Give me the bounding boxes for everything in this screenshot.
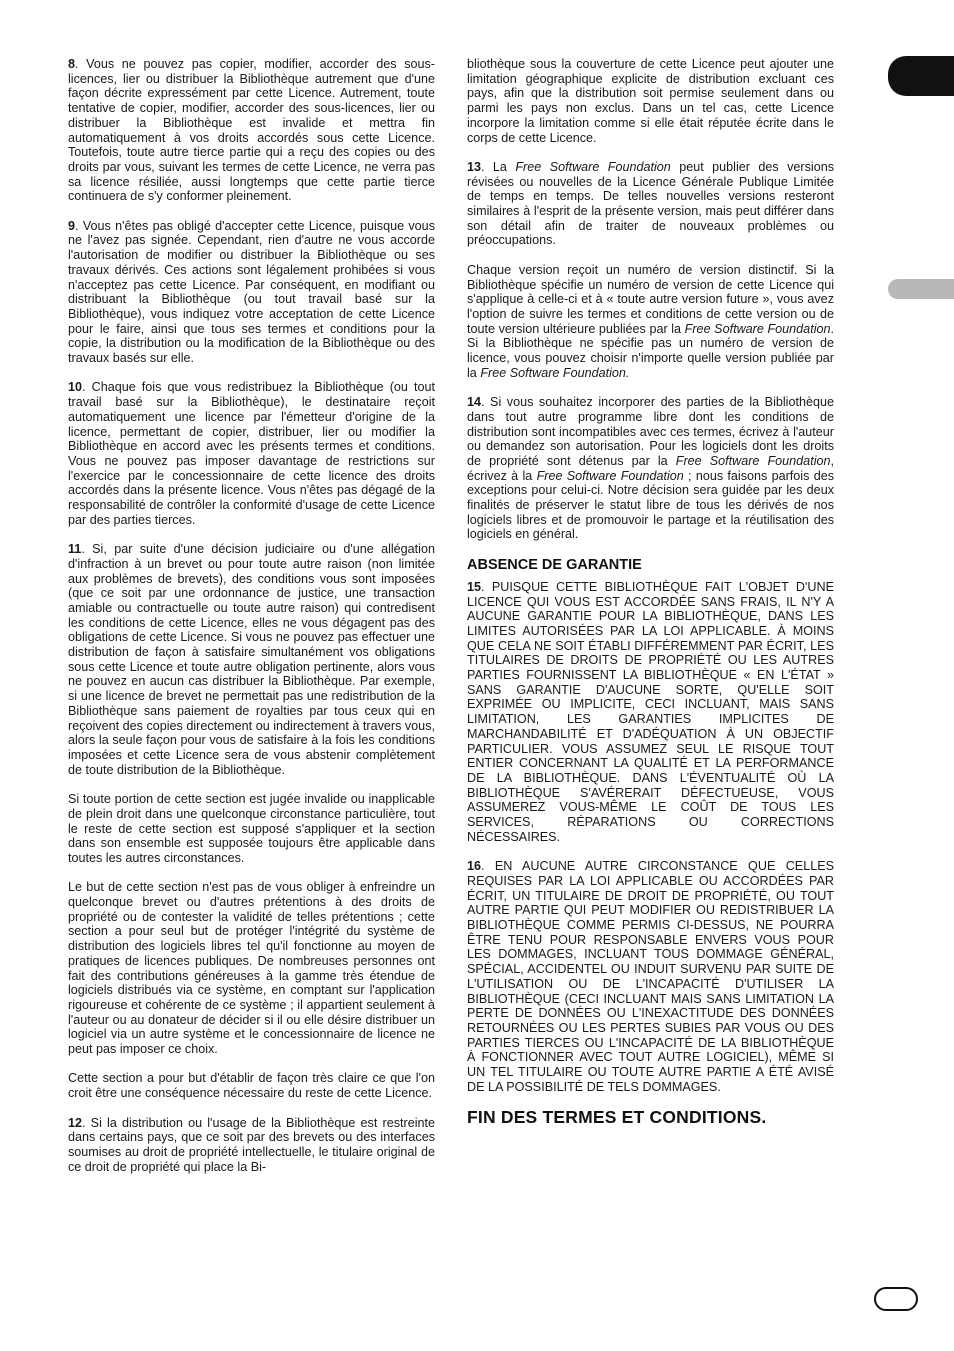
clause-text: . Si, par suite d'une décision judiciaire ou d'une allégation d'infraction à un brevet ou pour toute autre raison (non limitée aux problèmes de brevets), des conditions vous sont imposées (que ce soit par une ordonnance de justice, une transaction amiable ou contractuelle ou toute autre raison) qui contredisent les conditions de cette Licence, elles ne vous dégagent pas des obligations de cette Licence. Si vous ne pouvez pas effectuer une distribution de façon à satisfaire simultanément vos obligations sous cette Licence et toute autre obligation pertinente, alors vous ne pouvez en aucun cas distribuer la Bibliothèque. Par exemple, si une licence de brevet ne permettait pas une redistribution de la Bibliothèque sans paiement de royalties par tous ceux qui en reçoivent des copies directement ou indirectement à travers vous, alors la seule façon pour vous de satisfaire à la fois les conditions imposées et cette Licence sera de vous abstenir complètement de toute distribution de la Bibliothèque. xyxy=(68,542,435,777)
clause-12-continued: bliothèque sous la couverture de cette Licence peut ajouter une limitation géographique explicite de distribution excluant ces pays, afin que la distribution soit permise seulement dans ou parmi les pays non exclus. Dans un tel cas, cette Licence incorpore la limitation comme si elle était réputée écrite dans le corps de cette Licence. xyxy=(467,57,834,145)
clause-13-paragraph-2 xyxy=(467,263,834,381)
fsf-name: Free Software Foundation xyxy=(515,159,671,174)
right-column xyxy=(467,57,834,1128)
fsf-name: Free Software Foundation xyxy=(684,321,831,336)
clause-11-paragraph-2: Si toute portion de cette section est jugée invalide ou inapplicable de plein droit dans une quelconque circonstance particulière, tout le reste de cette section est supposé s'appliquer et la section dans son ensemble est supposée toujours être applicable dans toutes les autres circonstances. xyxy=(68,792,435,865)
end-heading: FIN DES TERMES ET CONDITIONS. xyxy=(467,1107,767,1128)
clause-number: 11 xyxy=(68,542,82,557)
clause-text: . Si vous souhaitez incorporer des parties de la Bibliothèque dans tout autre programme libre dont les conditions de distribution sont incompatibles avec ces termes, écrivez à l'auteur ou demandez son autorisation. Pour les logiciels dont les droits de propriété sont détenus par la xyxy=(467,395,834,468)
fsf-name: Free Software Foundation xyxy=(675,453,831,468)
clause-number: 15 xyxy=(467,579,482,594)
clause-13 xyxy=(467,160,834,248)
clause-text: peut publier des versions révisées ou nouvelles de la Licence Générale Publique Limitée de temps en temps. De telles nouvelles versions resteront similaires à l'esprit de la présente version, mais peut différer dans son détail afin de traiter de nouveaux problèmes ou préoccupations. xyxy=(467,159,834,248)
clause-number: 10 xyxy=(68,380,83,395)
clause-11 xyxy=(68,542,435,777)
clause-text: . EN AUCUNE AUTRE CIRCONSTANCE QUE CELLES REQUISES PAR LA LOI APPLICABLE OU ACCORDÉES PAR ÉCRIT, UN TITULAIRE DE DROIT DE PROPRIÉTÉ, OU TOUT AUTRE PARTIE QUI PEUT MODIFIER OU REDISTRIBUER LA BIBLIOTHÈQUE COMME PERMIS CI-DESSUS, NE POURRA ÊTRE TENU POUR RESPONSABLE ENVERS VOUS POUR LES DOMMAGES, INCLUANT TOUS DOMMAGE GÉNÉRAL, SPÉCIAL, ACCIDENTEL OU INDUIT SURVENU PAR SUITE DE L'UTILISATION OU DE L'INCAPACITÉ D'UTILISER LA BIBLIOTHÈQUE (CECI INCLUANT MAIS SANS LIMITATION LA PERTE DE DONNÉES OU L'INEXACTITUDE DES DONNÉES RETOURNÉES OU LES PERTES SUBIES PAR VOUS OU DES PARTIES TIERCES OU L'INCAPACITÉ DE LA BIBLIOTHÈQUE À FONCTIONNER AVEC TOUT AUTRE LOGICIEL), MÊME SI UN TEL TITULAIRE OU TOUTE AUTRE PARTIE A ÉTÉ AVISÉ DE LA POSSIBILITÉ DE TELS DOMMAGES. xyxy=(467,859,834,1094)
clause-text: . PUISQUE CETTE BIBLIOTHÈQUE FAIT L'OBJET D'UNE LICENCE QUI VOUS EST ACCORDÉE SANS FRAIS, IL N'Y A AUCUNE GARANTIE POUR LA BIBLIOTHÈQUE, DANS LES LIMITES AUTORISÉES PAR LA LOI APPLICABLE. À MOINS QUE CELA NE SOIT ÉTABLI DIFFÉREMMENT PAR ÉCRIT, LES TITULAIRES DE DROITS DE PROPRIÉTÉ OU LES AUTRES PARTIES FOURNISSENT LA BIBLIOTHÈQUE « EN L'ÉTAT » SANS GARANTIE D'AUCUNE SORTE, QU'ELLE SOIT EXPRIMÉE OU IMPLICITE, CECI INCLUANT, MAIS SANS LIMITATION, LES GARANTIES IMPLICITES DE MARCHANDABILITÉ ET D'ADÉQUATION À UN OBJECTIF PARTICULIER. VOUS ASSUMEZ SEUL LE RISQUE TOUT ENTIER CONCERNANT LA QUALITÉ ET LA PERFORMANCE DE LA BIBLIOTHÈQUE. DANS L'ÉVENTUALITÉ OÙ LA BIBLIOTHÈQUE S'AVÉRERAIT DÉFECTUEUSE, VOUS ASSUMEREZ VOUS-MÊME LE COÛT DE TOUS LES SERVICES, RÉPARATIONS OU CORRECTIONS NÉCESSAIRES. xyxy=(467,579,834,844)
fsf-name: Free Software Foundation xyxy=(536,468,684,483)
clause-9 xyxy=(68,219,435,366)
clause-number: 9 xyxy=(68,218,76,233)
clause-11-paragraph-4: Cette section a pour but d'établir de façon très claire ce que l'on croit être une conséquence nécessaire du reste de cette Licence. xyxy=(68,1071,435,1101)
clause-text: . La xyxy=(481,159,516,174)
clause-number: 8 xyxy=(68,57,76,71)
clause-15 xyxy=(467,580,834,845)
clause-12 xyxy=(68,1116,435,1175)
fsf-name: Free Software Foundation. xyxy=(480,365,630,380)
clause-number: 13 xyxy=(467,159,482,174)
clause-16 xyxy=(467,859,834,1094)
language-tab-black xyxy=(888,56,954,96)
clause-14 xyxy=(467,395,834,542)
clause-8 xyxy=(68,57,435,204)
clause-number: 14 xyxy=(467,395,482,410)
clause-number: 16 xyxy=(467,859,482,874)
clause-text: . Vous n'êtes pas obligé d'accepter cette Licence, puisque vous ne l'avez pas signée. Cependant, rien d'autre ne vous accorde l'autorisation de modifier ou distribuer la Bibliothèque ou ses travaux dérivés. Ces actions sont légalement prohibées si vous n'acceptez pas cette Licence. Par conséquent, en modifiant ou distribuant la Bibliothèque (ou tout travail basé sur la Bibliothèque), vous indiquez votre acceptation de cette Licence pour le faire, ainsi que tous ses termes et conditions pour la copie, la distribution ou la modification de la Bibliothèque ou des travaux basés sur elle. xyxy=(68,218,435,366)
clause-number: 12 xyxy=(68,1115,83,1130)
clause-11-paragraph-3: Le but de cette section n'est pas de vous obliger à enfreindre un quelconque brevet ou d'autres prétentions à des droits de propriété ou de contester la validité de telles prétentions ; cette section a pour seul but de protéger l'intégrité du système de distribution des logiciels libres tel qu'il fonctionne au moyen de pratiques de licences publiques. De nombreuses personnes ont fait des contributions généreuses à la gamme très étendue de logiciels distribués via ce système, en comptant sur l'application rigoureuse et cohérente de ce système ; il appartient seulement à l'auteur ou au donateur de décider si il ou elle désire distribuer un logiciel via un autre système et le concessionnaire de licence ne peut pas imposer ce choix. xyxy=(68,880,435,1057)
page-language-badge xyxy=(874,1287,918,1311)
left-column xyxy=(68,57,435,1189)
clause-text: . Si la Bibliothèque ne spécifie pas un numéro de version de licence, vous pouvez choisir n'importe quelle version publiée par la xyxy=(467,321,834,380)
clause-text: ; nous faisons parfois des exceptions pour celui-ci. Notre décision sera guidée par les deux finalités de préserver le statut libre de tous les dérivés de nos logiciels libres et de promouvoir le partage et la réutilisation des logiciels en général. xyxy=(467,468,834,542)
clause-10 xyxy=(68,380,435,527)
clause-text: . Vous ne pouvez pas copier, modifier, accorder des sous-licences, lier ou distribuer la Bibliothèque autrement que d'une façon décrite expressément par cette Licence. Autrement, toute tentative de copier, modifier, accorder des sous-licences, lier ou distribuer la Bibliothèque est invalide et mettra fin automatiquement à vos droits accordés sous cette Licence. Toutefois, toute autre tierce partie qui a reçu des copies ou des droits par vous, suivant les termes de cette Licence, ne verra pas sa licence résiliée, aussi longtemps que cette partie tierce continuera de s'y conformer pleinement. xyxy=(68,57,435,204)
clause-text: Chaque version reçoit un numéro de version distinctif. Si la Bibliothèque spécifie un numéro de version de cette Licence qui s'applique à celle-ci et à « toute autre version future », vous avez l'option de suivre les termes et conditions de cette version ou de toute version ultérieure publiées par la xyxy=(467,262,834,336)
section-heading-warranty: ABSENCE DE GARANTIE xyxy=(467,556,642,573)
clause-text: . Si la distribution ou l'usage de la Bibliothèque est restreinte dans certains pays, que ce soit par des brevets ou des interfaces soumises au droit de propriété intellectuelle, le titulaire original de ce droit de propriété qui place la Bi- xyxy=(68,1115,435,1174)
language-tab-grey xyxy=(888,279,954,299)
clause-text: . Chaque fois que vous redistribuez la Bibliothèque (ou tout travail basé sur la Bibliothèque), le destinataire reçoit automatiquement une licence par l'émetteur d'origine de la licence, permettant de copier, distribuer, lier ou modifier la Bibliothèque en accord avec les présents termes et conditions. Vous ne pouvez pas imposer davantage de restrictions sur l'exercice par le concessionnaire de cette licence des droits accordés dans la présente licence. Vous n'êtes pas dégagé de la responsabilité de contrôler la conformité d'usage de cette Licence par des parties tierces. xyxy=(68,380,435,527)
clause-text: , écrivez à la xyxy=(467,453,834,483)
